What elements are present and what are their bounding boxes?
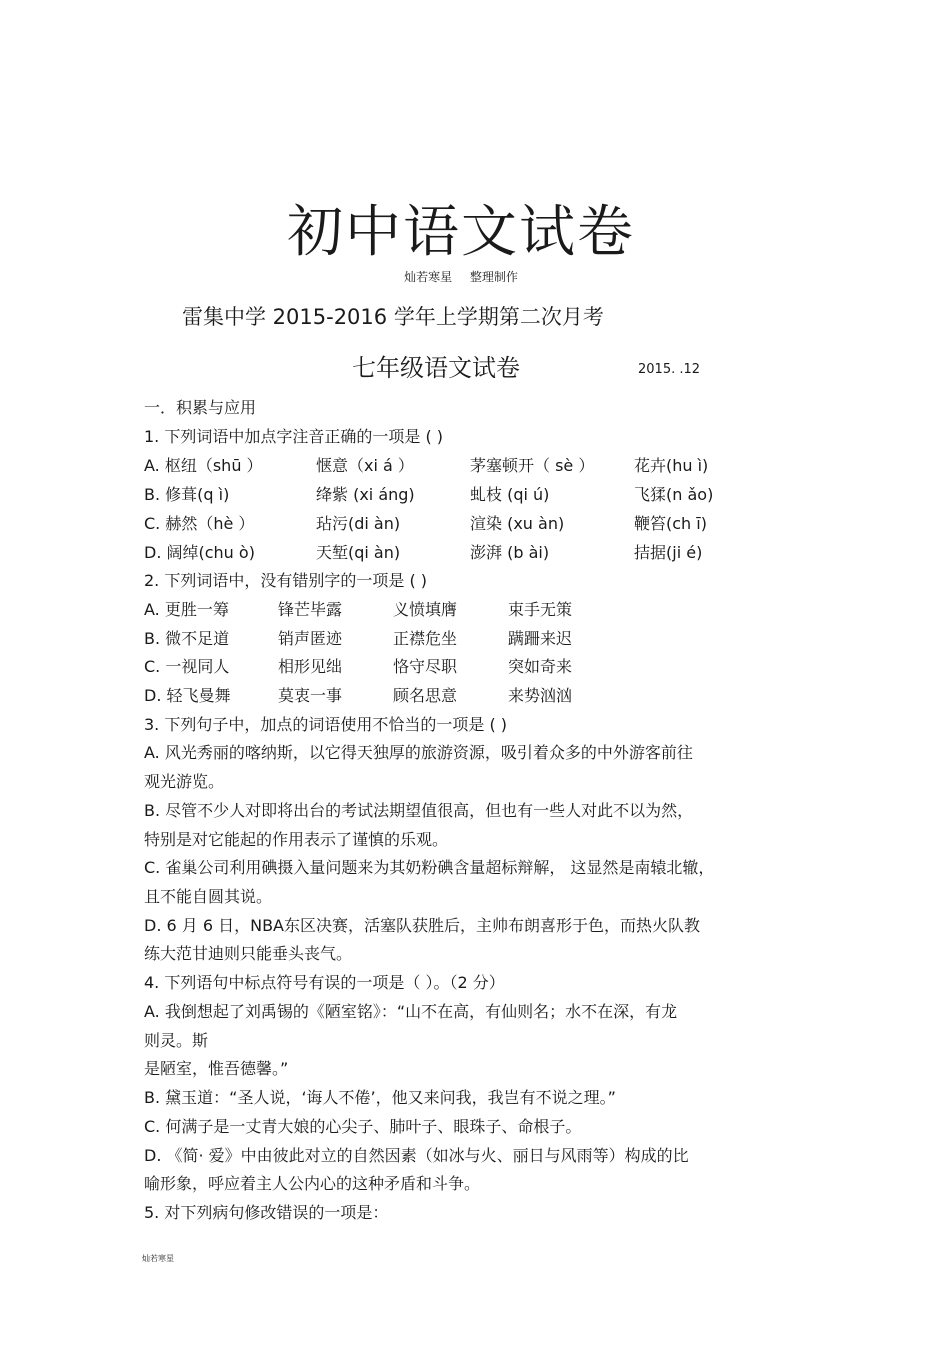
q4-text-line: 则灵。斯 (144, 1031, 209, 1050)
q1-item: 茅塞顿开（ sè ） (470, 456, 595, 475)
grade-title: 七年级语文试卷 (352, 354, 520, 382)
q3-text-line: 特别是对它能起的作用表示了谨慎的乐观。 (144, 830, 449, 849)
q2-item: 相形见绌 (278, 657, 343, 676)
q3-text-line: B. 尽管不少人对即将出台的考试法期望值很高，但也有一些人对此不以为然， (144, 801, 694, 820)
q4-text-line: 是陋室，惟吾德馨。” (144, 1059, 289, 1078)
q2-item: 销声匿迹 (278, 629, 343, 648)
q3-text-line: 观光游览。 (144, 772, 225, 791)
school-exam-line: 雷集中学 2015-2016 学年上学期第二次月考 (182, 305, 604, 329)
q3-text-line: D. 6 月 6 日，NBA东区决赛，活塞队获胜后，主帅布朗喜形于色，而热火队教 (144, 916, 701, 935)
maker-credit: 灿若寒星 整理制作 (404, 270, 518, 284)
q2-item: 正襟危坐 (393, 629, 458, 648)
q2-item: 束手无策 (508, 600, 573, 619)
q2-item: 莫衷一事 (278, 686, 343, 705)
question-5-stem: 5. 对下列病句修改错误的一项是： (144, 1203, 389, 1222)
q1-item: 花卉(hu ì) (634, 456, 709, 475)
q2-item: 锋芒毕露 (278, 600, 343, 619)
q2-item: 恪守尽职 (393, 657, 458, 676)
q4-text-line: 喻形象，呼应着主人公内心的这种矛盾和斗争。 (144, 1174, 481, 1193)
section-heading: 一．积累与应用 (144, 398, 257, 417)
q2-item: 顾名思意 (393, 686, 458, 705)
q2-item: A. 更胜一筹 (144, 600, 229, 619)
q1-item: 天堑(qi àn) (316, 543, 401, 562)
q1-item: A. 枢纽（shū ） (144, 456, 263, 475)
q1-item: 惬意（xi á ） (316, 456, 414, 475)
q4-text-line: A. 我倒想起了刘禹锡的《陋室铭》：“山不在高，有仙则名；水不在深，有龙 (144, 1002, 678, 1021)
q3-text-line: 且不能自圆其说。 (144, 887, 273, 906)
q1-item: 玷污(di àn) (316, 514, 401, 533)
q2-item: C. 一视同人 (144, 657, 230, 676)
question-1-stem: 1. 下列词语中加点字注音正确的一项是 ( ) (144, 427, 444, 446)
q1-item: B. 修葺(q ì) (144, 485, 230, 504)
q2-item: B. 微不足道 (144, 629, 230, 648)
q3-text-line: C. 雀巢公司利用碘摄入量问题来为其奶粉碘含量超标辩解， 这显然是南辕北辙， (144, 858, 715, 877)
q1-item: C. 赫然（hè ） (144, 514, 255, 533)
question-4-stem: 4. 下列语句中标点符号有误的一项是（ ）。（2 分） (144, 973, 505, 992)
q4-text-line: D. 《简· 爱》中由彼此对立的自然因素（如冰与火、丽日与风雨等）构成的比 (144, 1146, 689, 1165)
q1-item: D. 阔绰(chu ò) (144, 543, 255, 562)
question-3-stem: 3. 下列句子中，加点的词语使用不恰当的一项是 ( ) (144, 715, 508, 734)
q1-item: 虬枝 (qi ú) (470, 485, 550, 504)
q1-item: 鞭笞(ch ī) (634, 514, 707, 533)
q2-item: 突如奇来 (508, 657, 573, 676)
q2-item: 蹒跚来迟 (508, 629, 573, 648)
q4-text-line: B. 黛玉道：“圣人说，‘诲人不倦’，他又来问我，我岂有不说之理。” (144, 1088, 616, 1107)
q3-text-line: 练大范甘迪则只能垂头丧气。 (144, 944, 353, 963)
q1-item: 渲染 (xu àn) (470, 514, 565, 533)
q1-item: 澎湃 (b ài) (470, 543, 550, 562)
q2-item: 义愤填膺 (393, 600, 458, 619)
q2-item: D. 轻飞曼舞 (144, 686, 231, 705)
q3-text-line: A. 风光秀丽的喀纳斯，以它得天独厚的旅游资源，吸引着众多的中外游客前往 (144, 743, 693, 762)
paper-title: 初中语文试卷 (287, 200, 635, 265)
page-footer: 灿若寒星 (142, 1254, 174, 1263)
q4-text-line: C. 何满子是一丈青大娘的心尖子、肺叶子、眼珠子、命根子。 (144, 1117, 582, 1136)
q1-item: 飞猱(n ǎo) (634, 485, 714, 504)
q1-item: 绛紫 (xi áng) (316, 485, 415, 504)
q2-item: 来势汹汹 (508, 686, 573, 705)
q1-item: 拮据(ji é) (634, 543, 703, 562)
question-2-stem: 2. 下列词语中，没有错别字的一项是 ( ) (144, 571, 428, 590)
exam-date: 2015. .12 (638, 362, 701, 377)
